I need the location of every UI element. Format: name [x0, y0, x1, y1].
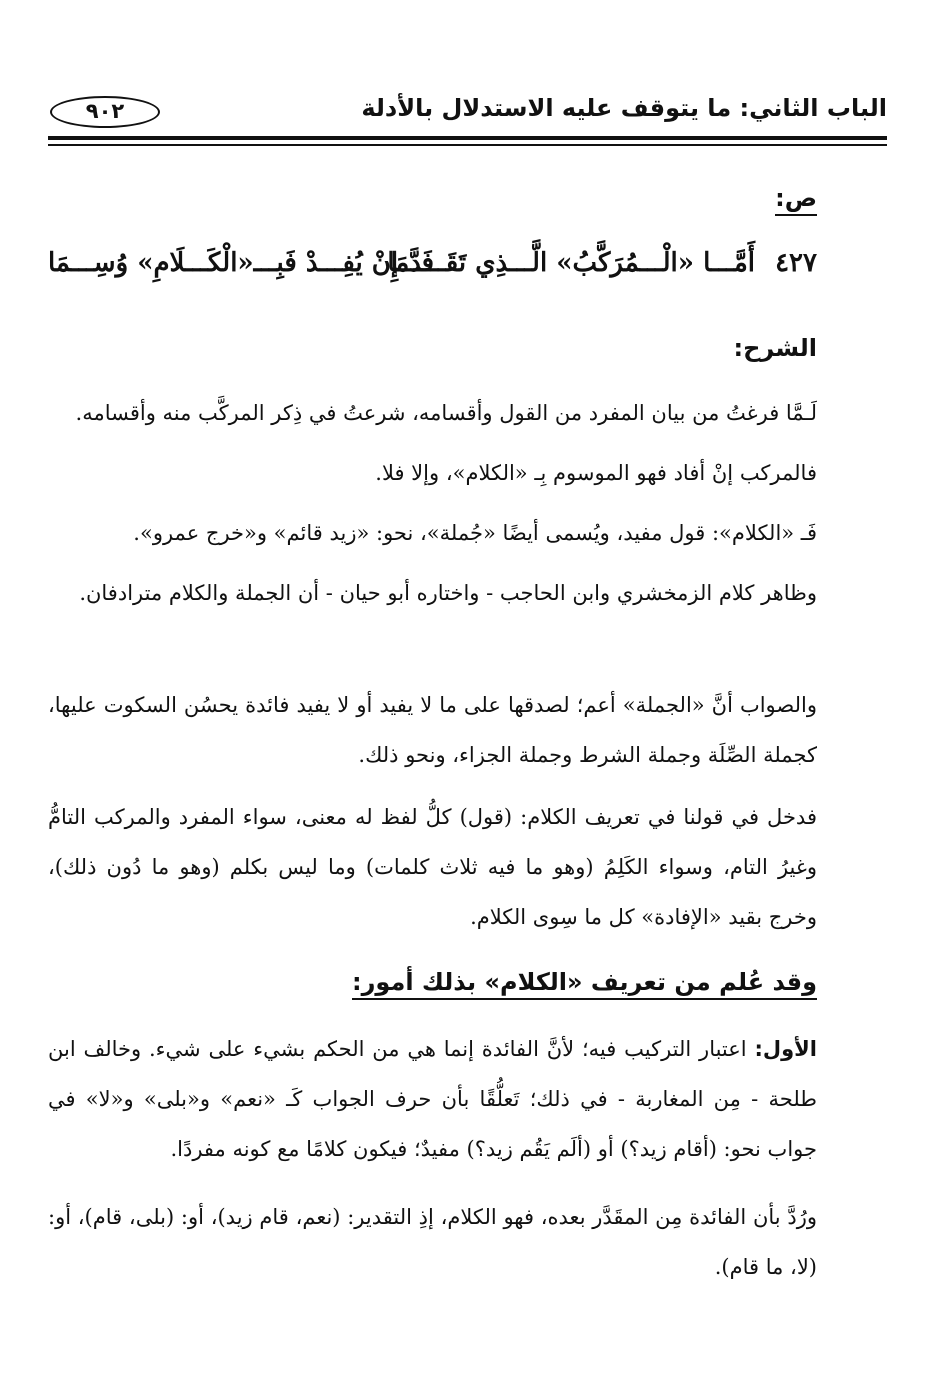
paragraph-2: فالمركب إنْ أفاد فهو الموسوم بِـ «الكلام»، وإلا فلا. — [375, 461, 817, 485]
verse-line — [48, 248, 817, 292]
verse-hemistich-first: أَمَّـــا «الْـــمُرَكَّبُ» الَّـــذِي تَقَـــدَّمَا — [387, 248, 755, 278]
sharh-label: الشرح: — [733, 334, 817, 362]
first-point-text: اعتبار التركيب فيه؛ لأنَّ الفائدة إنما هي من الحكم بشيء على شيء. وخالف ابن طلحة - مِن المغاربة - في ذلك؛ تَعلُّقًا بأن حرف الجواب كَـ «نعم» و«بلى» و«لا» في جواب نحو: (أقام زيد؟) أو (ألَم يَقُم زيد؟) مفيدٌ؛ فيكون كلامًا مع كونه مفردًا. — [48, 1037, 817, 1161]
matn-label: ص: — [775, 184, 817, 216]
chapter-title: الباب الثاني: ما يتوقف عليه الاستدلال بالأدلة — [361, 94, 887, 122]
paragraph-6: فدخل في قولنا في تعريف الكلام: (قول) كلُّ لفظ له معنى، سواء المفرد والمركب التامُّ وغيرُ التام، وسواء الكَلِمُ (وهو ما فيه ثلاث كلمات) وما ليس بكلم (وهو ما دُون ذلك)، وخرج بقيد «الإفادة» كل ما سِوى الكلام. — [48, 805, 817, 929]
paragraph-reply: ورُدَّ بأن الفائدة مِن المقَدَّر بعده، فهو الكلام، إذِ التقدير: (نعم، قام زيد)، أو: (بلى، قام)، أو: (لا، ما قام). — [48, 1205, 817, 1279]
header-rule-thin — [48, 144, 887, 146]
paragraph-3: فَـ «الكلام»: قول مفيد، ويُسمى أيضًا «جُملة»، نحو: «زيد قائم» و«خرج عمرو». — [133, 521, 817, 545]
paragraph-1: لَـمَّا فرغتُ من بيان المفرد من القول وأقسامه، شرعتُ في ذِكر المركَّب منه وأقسامه. — [75, 401, 817, 425]
header-rule-thick — [48, 136, 887, 140]
running-header — [48, 84, 887, 136]
paragraph-first-point — [48, 1024, 817, 1174]
verse-number: ٤٢٧ — [775, 248, 817, 278]
page-number-oval: ٩٠٢ — [50, 96, 160, 128]
section-heading: وقد عُلم من تعريف «الكلام» بذلك أمور: — [352, 968, 817, 1000]
verse-hemistich-second: فَـــإِنْ يُفِـــدْ فَبِـــ«الْكَـــلَامِ» وُسِـــمَا — [48, 248, 435, 278]
paragraph-5: والصواب أنَّ «الجملة» أعم؛ لصدقها على ما لا يفيد أو لا يفيد فائدة يحسُن السكوت عليها، كجملة الصِّلَة وجملة الشرط وجملة الجزاء، ونحو ذلك. — [48, 693, 817, 767]
first-point-label: الأول: — [754, 1037, 817, 1061]
paragraph-4: وظاهر كلام الزمخشري وابن الحاجب - واختاره أبو حيان - أن الجملة والكلام مترادفان. — [79, 581, 817, 605]
